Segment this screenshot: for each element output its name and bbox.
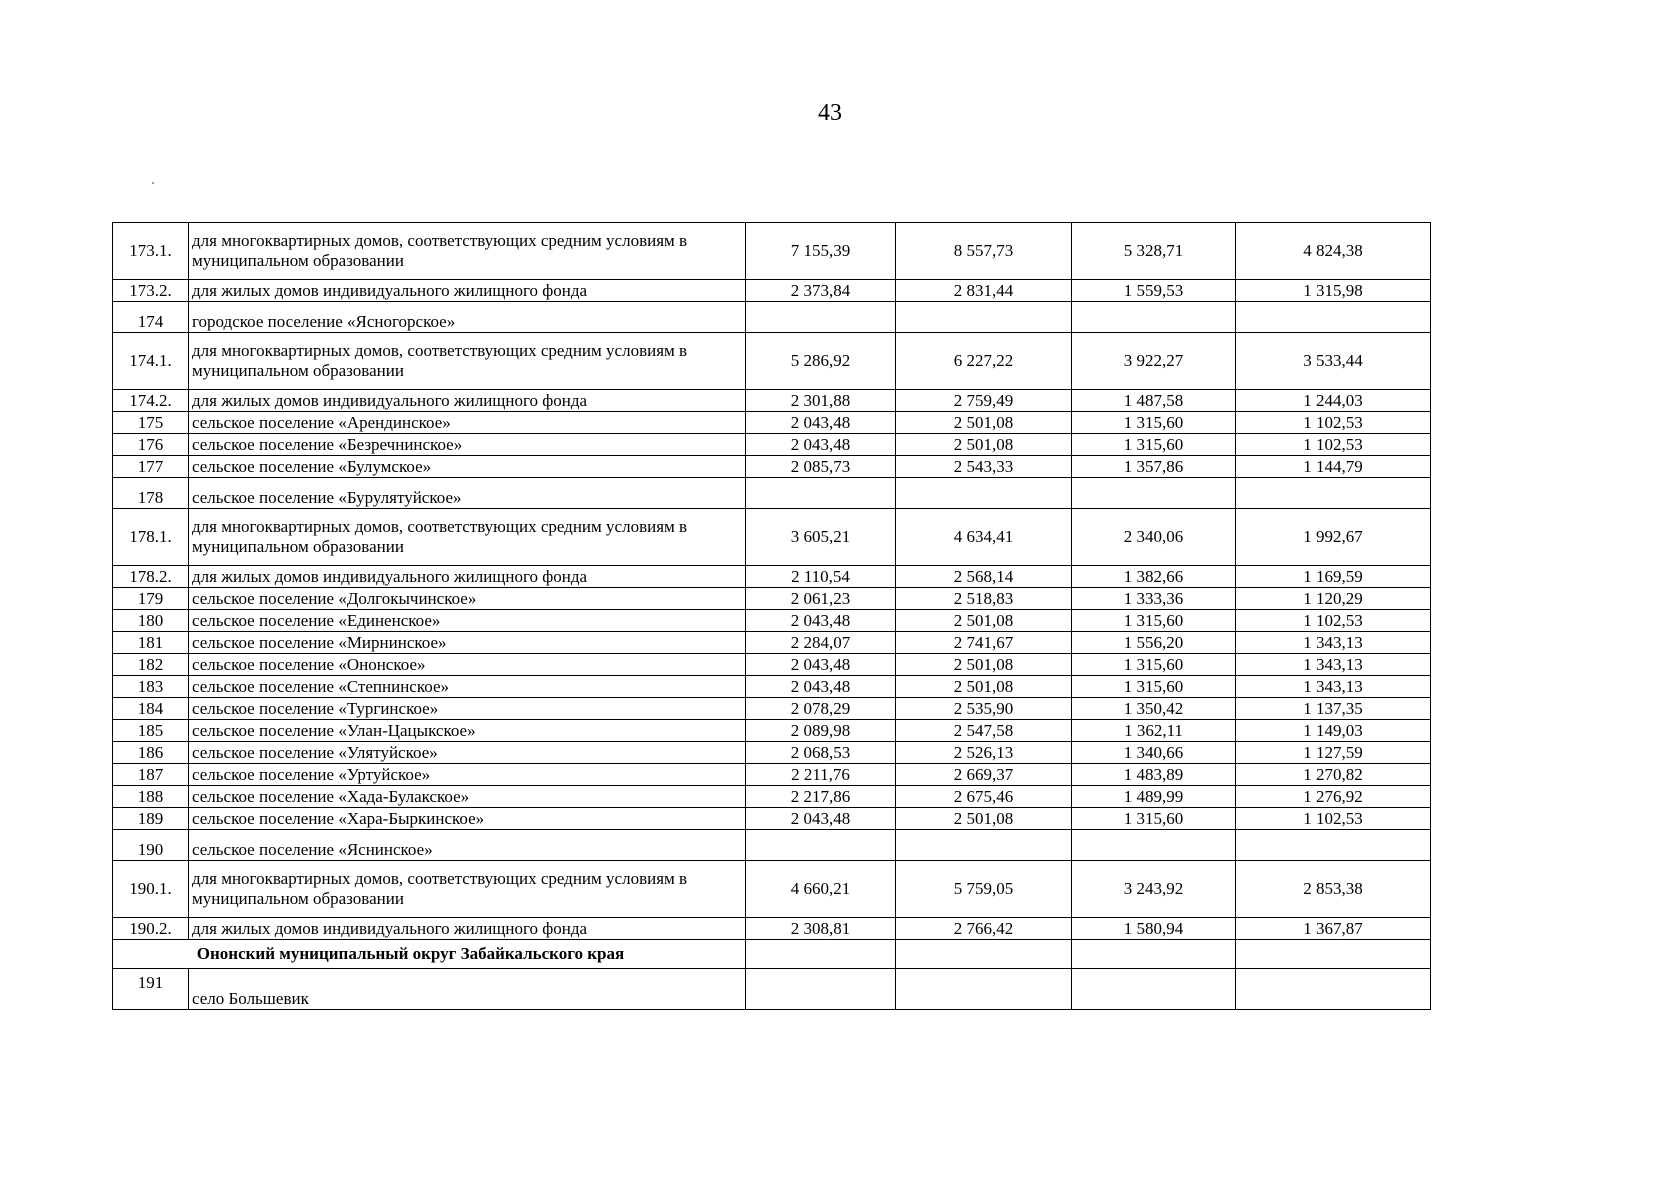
row-name: сельское поселение «Ононское» — [189, 654, 746, 676]
value-col-4: 1 244,03 — [1236, 390, 1431, 412]
value-col-3: 1 580,94 — [1072, 918, 1236, 940]
value-col-2: 2 501,08 — [896, 654, 1072, 676]
value-col-4: 1 137,35 — [1236, 698, 1431, 720]
value-col-2: 6 227,22 — [896, 333, 1072, 390]
empty-value-cell — [746, 940, 896, 969]
value-col-2: 2 741,67 — [896, 632, 1072, 654]
table-row — [113, 808, 1431, 830]
table-row — [113, 720, 1431, 742]
table-row — [113, 698, 1431, 720]
value-col-4: 1 127,59 — [1236, 742, 1431, 764]
value-col-1: 2 308,81 — [746, 918, 896, 940]
row-name: городское поселение «Ясногорское» — [189, 302, 746, 333]
value-col-4: 1 102,53 — [1236, 434, 1431, 456]
table-row — [113, 509, 1431, 566]
value-col-3: 1 315,60 — [1072, 434, 1236, 456]
value-col-1: 2 078,29 — [746, 698, 896, 720]
value-col-3: 2 340,06 — [1072, 509, 1236, 566]
row-name: сельское поселение «Безречнинское» — [189, 434, 746, 456]
value-col-2: 2 501,08 — [896, 434, 1072, 456]
value-col-4: 1 276,92 — [1236, 786, 1431, 808]
value-col-4: 1 102,53 — [1236, 412, 1431, 434]
value-col-1: 2 043,48 — [746, 808, 896, 830]
row-number: 190 — [113, 830, 189, 861]
table-body — [113, 223, 1431, 1010]
value-col-1: 5 286,92 — [746, 333, 896, 390]
value-col-3: 1 340,66 — [1072, 742, 1236, 764]
value-col-1: 2 110,54 — [746, 566, 896, 588]
row-number: 190.1. — [113, 861, 189, 918]
value-col-2: 2 501,08 — [896, 610, 1072, 632]
value-col-2: 2 518,83 — [896, 588, 1072, 610]
empty-value-cell — [1072, 940, 1236, 969]
row-number: 186 — [113, 742, 189, 764]
row-number: 181 — [113, 632, 189, 654]
value-col-1: 2 217,86 — [746, 786, 896, 808]
value-col-1: 2 043,48 — [746, 434, 896, 456]
row-name: для многоквартирных домов, соответствующих средним условиям в муниципальном образовании — [189, 223, 746, 280]
value-col-1: 2 085,73 — [746, 456, 896, 478]
table-row — [113, 786, 1431, 808]
row-number: 191 — [113, 969, 189, 1010]
value-col-1: 2 301,88 — [746, 390, 896, 412]
table-row — [113, 456, 1431, 478]
value-col-1 — [746, 302, 896, 333]
value-col-4 — [1236, 478, 1431, 509]
value-col-2 — [896, 830, 1072, 861]
value-col-4: 1 102,53 — [1236, 808, 1431, 830]
table-row — [113, 412, 1431, 434]
row-number: 178.2. — [113, 566, 189, 588]
row-name: сельское поселение «Степнинское» — [189, 676, 746, 698]
value-col-2: 2 759,49 — [896, 390, 1072, 412]
row-number: 173.2. — [113, 280, 189, 302]
table-row — [113, 742, 1431, 764]
value-col-1: 2 043,48 — [746, 654, 896, 676]
value-col-1 — [746, 830, 896, 861]
value-col-3 — [1072, 830, 1236, 861]
row-name: для жилых домов индивидуального жилищного фонда — [189, 566, 746, 588]
table-row — [113, 610, 1431, 632]
row-name: для многоквартирных домов, соответствующих средним условиям в муниципальном образовании — [189, 509, 746, 566]
table-row — [113, 566, 1431, 588]
value-col-3 — [1072, 302, 1236, 333]
value-col-2: 2 501,08 — [896, 808, 1072, 830]
value-col-3: 1 559,53 — [1072, 280, 1236, 302]
value-col-2 — [896, 302, 1072, 333]
row-name: сельское поселение «Уртуйское» — [189, 764, 746, 786]
value-col-1: 2 284,07 — [746, 632, 896, 654]
row-name: сельское поселение «Улан-Цацыкское» — [189, 720, 746, 742]
row-number: 173.1. — [113, 223, 189, 280]
row-name: сельское поселение «Тургинское» — [189, 698, 746, 720]
row-number: 174 — [113, 302, 189, 333]
value-col-4: 1 343,13 — [1236, 676, 1431, 698]
row-name: для многоквартирных домов, соответствующих средним условиям в муниципальном образовании — [189, 333, 746, 390]
table-row — [113, 764, 1431, 786]
value-col-3: 1 315,60 — [1072, 808, 1236, 830]
value-col-3: 5 328,71 — [1072, 223, 1236, 280]
value-col-4: 4 824,38 — [1236, 223, 1431, 280]
value-col-4: 1 270,82 — [1236, 764, 1431, 786]
value-col-2: 2 547,58 — [896, 720, 1072, 742]
row-name: сельское поселение «Хада-Булакское» — [189, 786, 746, 808]
row-name: для жилых домов индивидуального жилищного фонда — [189, 280, 746, 302]
value-col-2: 2 669,37 — [896, 764, 1072, 786]
row-number: 174.1. — [113, 333, 189, 390]
table-row — [113, 434, 1431, 456]
row-number: 174.2. — [113, 390, 189, 412]
row-number: 190.2. — [113, 918, 189, 940]
row-name: сельское поселение «Арендинское» — [189, 412, 746, 434]
value-col-3: 1 315,60 — [1072, 654, 1236, 676]
value-col-1: 7 155,39 — [746, 223, 896, 280]
value-col-4: 1 144,79 — [1236, 456, 1431, 478]
row-number: 188 — [113, 786, 189, 808]
value-col-4: 1 343,13 — [1236, 632, 1431, 654]
empty-value-cell — [896, 969, 1072, 1010]
row-number: 177 — [113, 456, 189, 478]
value-col-4: 1 149,03 — [1236, 720, 1431, 742]
table-row — [113, 632, 1431, 654]
row-number: 175 — [113, 412, 189, 434]
value-col-3: 1 350,42 — [1072, 698, 1236, 720]
value-col-1: 2 043,48 — [746, 676, 896, 698]
value-col-1: 2 373,84 — [746, 280, 896, 302]
table-row — [113, 654, 1431, 676]
section-title: Ононский муниципальный округ Забайкальского края — [113, 940, 746, 969]
row-number: 179 — [113, 588, 189, 610]
row-name: сельское поселение «Улятуйское» — [189, 742, 746, 764]
value-col-2: 2 831,44 — [896, 280, 1072, 302]
value-col-3: 1 333,36 — [1072, 588, 1236, 610]
value-col-2: 2 501,08 — [896, 676, 1072, 698]
value-col-2: 2 501,08 — [896, 412, 1072, 434]
value-col-4: 1 120,29 — [1236, 588, 1431, 610]
value-col-2: 2 568,14 — [896, 566, 1072, 588]
row-name: для жилых домов индивидуального жилищного фонда — [189, 918, 746, 940]
value-col-1: 2 043,48 — [746, 610, 896, 632]
row-number: 178.1. — [113, 509, 189, 566]
empty-value-cell — [1236, 940, 1431, 969]
value-col-3: 3 243,92 — [1072, 861, 1236, 918]
table-row — [113, 969, 1431, 1010]
table-row — [113, 830, 1431, 861]
table-row — [113, 280, 1431, 302]
value-col-1: 2 068,53 — [746, 742, 896, 764]
value-col-3: 3 922,27 — [1072, 333, 1236, 390]
row-name: сельское поселение «Булумское» — [189, 456, 746, 478]
value-col-3: 1 357,86 — [1072, 456, 1236, 478]
row-number: 178 — [113, 478, 189, 509]
value-col-4: 2 853,38 — [1236, 861, 1431, 918]
table-row — [113, 676, 1431, 698]
empty-value-cell — [896, 940, 1072, 969]
value-col-1 — [746, 478, 896, 509]
value-col-4: 1 992,67 — [1236, 509, 1431, 566]
value-col-4 — [1236, 302, 1431, 333]
scan-artifact — [152, 182, 154, 184]
row-number: 184 — [113, 698, 189, 720]
value-col-3: 1 362,11 — [1072, 720, 1236, 742]
value-col-3: 1 382,66 — [1072, 566, 1236, 588]
value-col-2: 2 535,90 — [896, 698, 1072, 720]
value-col-1: 2 211,76 — [746, 764, 896, 786]
table-row — [113, 861, 1431, 918]
row-number: 183 — [113, 676, 189, 698]
value-col-4: 1 343,13 — [1236, 654, 1431, 676]
value-col-3: 1 315,60 — [1072, 412, 1236, 434]
value-col-2: 5 759,05 — [896, 861, 1072, 918]
empty-value-cell — [1072, 969, 1236, 1010]
value-col-3: 1 483,89 — [1072, 764, 1236, 786]
value-col-4: 1 367,87 — [1236, 918, 1431, 940]
row-name: село Большевик — [189, 969, 746, 1010]
value-col-1: 3 605,21 — [746, 509, 896, 566]
row-number: 176 — [113, 434, 189, 456]
row-number: 182 — [113, 654, 189, 676]
value-col-3 — [1072, 478, 1236, 509]
value-col-3: 1 487,58 — [1072, 390, 1236, 412]
row-name: для многоквартирных домов, соответствующих средним условиям в муниципальном образовании — [189, 861, 746, 918]
empty-value-cell — [746, 969, 896, 1010]
value-col-4: 3 533,44 — [1236, 333, 1431, 390]
table-row — [113, 918, 1431, 940]
value-col-2: 2 766,42 — [896, 918, 1072, 940]
value-col-2: 8 557,73 — [896, 223, 1072, 280]
tariff-table — [112, 222, 1431, 1010]
row-name: сельское поселение «Яснинское» — [189, 830, 746, 861]
value-col-3: 1 315,60 — [1072, 676, 1236, 698]
row-number: 187 — [113, 764, 189, 786]
table-row — [113, 478, 1431, 509]
value-col-4: 1 169,59 — [1236, 566, 1431, 588]
value-col-2: 4 634,41 — [896, 509, 1072, 566]
value-col-1: 2 061,23 — [746, 588, 896, 610]
table-row — [113, 223, 1431, 280]
row-number: 185 — [113, 720, 189, 742]
table-row — [113, 390, 1431, 412]
value-col-1: 4 660,21 — [746, 861, 896, 918]
row-name: сельское поселение «Долгокычинское» — [189, 588, 746, 610]
value-col-2 — [896, 478, 1072, 509]
table-row — [113, 588, 1431, 610]
row-name: сельское поселение «Хара-Быркинское» — [189, 808, 746, 830]
table-row — [113, 333, 1431, 390]
row-number: 189 — [113, 808, 189, 830]
value-col-4: 1 102,53 — [1236, 610, 1431, 632]
value-col-2: 2 675,46 — [896, 786, 1072, 808]
row-name: сельское поселение «Бурулятуйское» — [189, 478, 746, 509]
section-header-row — [113, 940, 1431, 969]
empty-value-cell — [1236, 969, 1431, 1010]
value-col-3: 1 489,99 — [1072, 786, 1236, 808]
page-number: 43 — [818, 100, 842, 126]
row-name: сельское поселение «Мирнинское» — [189, 632, 746, 654]
value-col-3: 1 556,20 — [1072, 632, 1236, 654]
value-col-1: 2 043,48 — [746, 412, 896, 434]
value-col-4: 1 315,98 — [1236, 280, 1431, 302]
row-name: для жилых домов индивидуального жилищного фонда — [189, 390, 746, 412]
row-number: 180 — [113, 610, 189, 632]
value-col-2: 2 526,13 — [896, 742, 1072, 764]
table-row — [113, 302, 1431, 333]
value-col-1: 2 089,98 — [746, 720, 896, 742]
value-col-4 — [1236, 830, 1431, 861]
value-col-3: 1 315,60 — [1072, 610, 1236, 632]
value-col-2: 2 543,33 — [896, 456, 1072, 478]
row-name: сельское поселение «Единенское» — [189, 610, 746, 632]
